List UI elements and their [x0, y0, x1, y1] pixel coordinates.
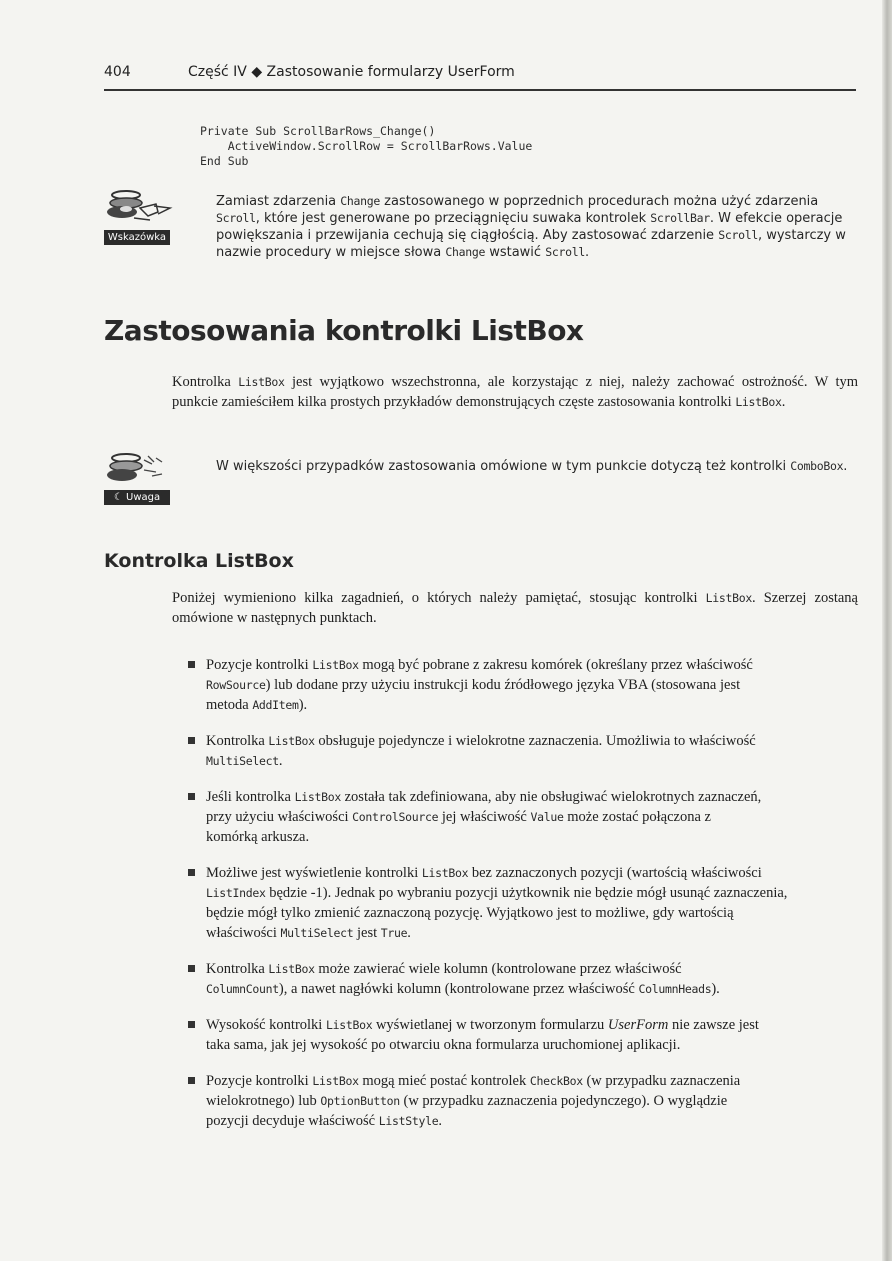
list-item: Pozycje kontrolki ListBox mogą mieć postać kontrolek CheckBox (w przypadku zaznaczenia wielokrotnego) lub OptionButton (w przypadku zaznaczenia pojedynczego). O wyglądzie pozycji decyduje właściwość ListStyle.: [188, 1071, 858, 1131]
sub-intro-paragraph: Poniżej wymieniono kilka zagadnień, o których należy pamiętać, stosując kontrolki ListBox. Szerzej zostaną omówione w następnych punktach.: [172, 590, 858, 626]
tip-graphic-icon: [104, 186, 176, 230]
section-title: Zastosowania kontrolki ListBox: [104, 314, 584, 347]
note-label: ☾ Uwaga: [104, 490, 170, 505]
list-item: Wysokość kontrolki ListBox wyświetlanej w tworzonym formularzu UserForm nie zawsze jest taka sama, jak jej wysokość po otwarciu okna formularza uruchomionej aplikacji.: [188, 1015, 858, 1055]
code-line: Private Sub ScrollBarRows_Change(): [200, 124, 436, 138]
page-number: 404: [104, 64, 131, 80]
bullet-square-icon: [188, 737, 195, 744]
page-edge: [882, 0, 892, 1261]
list-item: Pozycje kontrolki ListBox mogą być pobrane z zakresu komórek (określany przez właściwość RowSource) lub dodane przy użyciu instrukcji kodu źródłowego języka VBA (stosowana jest metoda AddItem).: [188, 655, 858, 715]
tip-text: Zamiast zdarzenia Change zastosowanego w poprzednich procedurach można użyć zdarzenia Scroll, które jest generowane po przeciągnięciu suwaka kontrolek ScrollBar. W efekcie operacje powiększania i przewijania cechują się ciągłością. Aby zastosować zdarzenie Scroll, wystarczy w nazwie procedury w miejsce słowa Change wstawić Scroll.: [216, 194, 846, 260]
bullet-square-icon: [188, 1021, 195, 1028]
bullet-square-icon: [188, 661, 195, 668]
header-rule: [104, 89, 856, 91]
bullet-square-icon: [188, 793, 195, 800]
note-graphic-icon: [104, 450, 176, 490]
intro-paragraph: Kontrolka ListBox jest wyjątkowo wszechstronna, ale korzystając z niej, należy zachować ostrożność. W tym punkcie zamieściłem kilka prostych przykładów demonstrujących częste zastosowania kontrolki ListBox.: [172, 374, 859, 410]
subsection-title: Kontrolka ListBox: [104, 550, 294, 572]
bullet-square-icon: [188, 1077, 195, 1084]
list-item: Jeśli kontrolka ListBox została tak zdefiniowana, aby nie obsługiwać wielokrotnych zaznaczeń, przy użyciu właściwości ControlSource jej właściwość Value może zostać połączona z komórką arkusza.: [188, 787, 858, 847]
note-icon: [104, 450, 176, 508]
list-item: Kontrolka ListBox może zawierać wiele kolumn (kontrolowane przez właściwość ColumnCount), a nawet nagłówki kolumn (kontrolowane przez właściwość ColumnHeads).: [188, 959, 858, 999]
tip-icon: [104, 186, 176, 248]
code-line: ActiveWindow.ScrollRow = ScrollBarRows.Value: [200, 139, 533, 153]
tip-label: Wskazówka: [104, 230, 170, 245]
code-line: End Sub: [200, 154, 249, 168]
bullet-square-icon: [188, 965, 195, 972]
bullet-square-icon: [188, 869, 195, 876]
code-block: [200, 124, 532, 169]
bullet-list: [188, 655, 858, 1147]
running-header-title: Część IV ◆ Zastosowanie formularzy UserForm: [188, 64, 515, 80]
list-item: Możliwe jest wyświetlenie kontrolki ListBox bez zaznaczonych pozycji (wartością właściwości ListIndex będzie -1). Jednak po wybraniu pozycji użytkownik nie będzie mógł usunąć zaznaczenia, będzie mógł tylko zmienić zaznaczoną pozycję. Wyjątkowo jest to możliwe, gdy wartością właściwości MultiSelect jest True.: [188, 863, 858, 943]
note-text: W większości przypadków zastosowania omówione w tym punkcie dotyczą też kontrolki ComboBox.: [216, 459, 848, 474]
list-item: Kontrolka ListBox obsługuje pojedyncze i wielokrotne zaznaczenia. Umożliwia to właściwość MultiSelect.: [188, 731, 858, 771]
note-label-icon: ☾: [113, 492, 127, 503]
